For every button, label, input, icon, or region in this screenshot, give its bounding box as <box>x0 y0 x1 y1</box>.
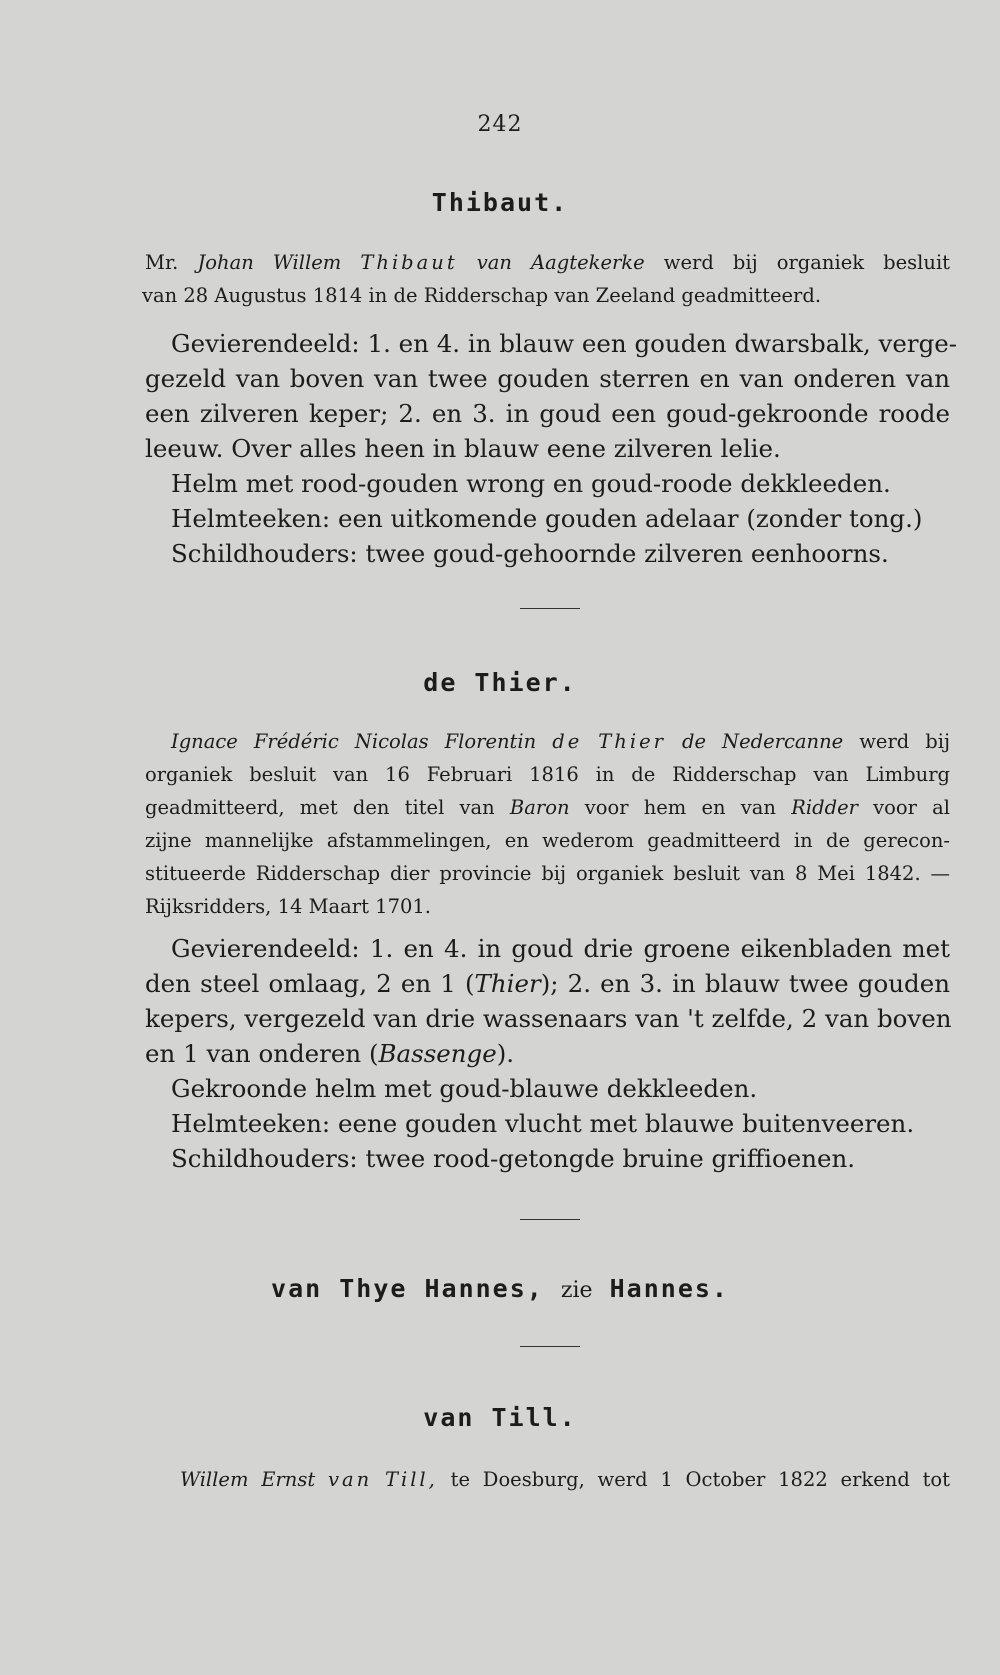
ref-thier: Thier <box>474 969 541 998</box>
thier-line-3: kepers, vergezeld van drie wassenaars van 't zelfde, 2 van boven <box>145 1004 952 1033</box>
text-segment: en 1 van onderen ( <box>145 1039 379 1068</box>
thibaut-line-6: Helmteeken: een uitkomende gouden adelaar (zonder tong.) <box>171 504 923 533</box>
thier-line-5: Gekroonde helm met goud-blauwe dekkleeden. <box>171 1074 758 1103</box>
thier-line-6: Helmteeken: eene gouden vlucht met blauwe buitenveeren. <box>171 1109 915 1138</box>
thier-line-4 <box>145 1036 950 1071</box>
text-segment: voor al <box>873 796 951 819</box>
heading-de-thier: de Thier. <box>423 668 577 697</box>
family-name: Till, <box>384 1468 438 1491</box>
thibaut-blazon <box>145 326 958 571</box>
thibaut-line-2: gezeld van boven van twee gouden sterren en van onderen van <box>145 364 950 393</box>
thibaut-line-7: Schildhouders: twee goud-gehoornde zilveren eenhoorns. <box>171 539 889 568</box>
text-segment: geadmitteerd, met den titel van <box>145 796 495 819</box>
thier-intro-line-6: Rijksridders, 14 Maart 1701. <box>145 895 431 918</box>
till-intro <box>180 1463 950 1496</box>
thier-line-1: Gevierendeeld: 1. en 4. in goud drie groene eikenbladen met <box>171 934 950 963</box>
thibaut-line-3: een zilveren keper; 2. en 3. in goud een goud-gekroonde roode <box>145 399 950 428</box>
till-intro-line-1 <box>180 1463 950 1496</box>
page-number: 242 <box>477 112 523 137</box>
thier-line-2 <box>145 966 950 1001</box>
thibaut-intro <box>142 246 951 312</box>
particle: de <box>552 730 583 753</box>
place-name: de Nedercanne <box>681 730 844 753</box>
given-names: Willem Ernst <box>180 1468 316 1491</box>
intro-rest: te Doesburg, werd 1 October 1822 erkend tot <box>450 1468 950 1491</box>
heading-van-thye-hannes <box>0 1274 1000 1303</box>
thier-blazon <box>145 931 950 1176</box>
text-segment: ); 2. en 3. in blauw twee gouden <box>540 969 950 998</box>
heading-part: Hannes. <box>609 1274 729 1303</box>
thier-intro-line-3 <box>145 791 950 824</box>
thier-line-7: Schildhouders: twee rood-getongde bruine griffioenen. <box>171 1144 856 1173</box>
title-baron: Baron <box>509 796 570 819</box>
intro-rest: werd bij organiek besluit <box>663 251 951 274</box>
heading-thibaut: Thibaut. <box>431 188 569 217</box>
section-divider <box>520 1346 580 1347</box>
particle: van <box>327 1468 373 1491</box>
text-segment: ). <box>496 1039 515 1068</box>
section-divider <box>520 1219 580 1220</box>
thibaut-line-1: Gevierendeeld: 1. en 4. in blauw een gouden dwarsbalk, verge- <box>171 329 958 358</box>
thier-intro-line-2: organiek besluit van 16 Februari 1816 in de Ridderschap van Limburg <box>145 763 950 786</box>
thibaut-intro-line-2: van 28 Augustus 1814 in de Ridderschap van Zeeland geadmitteerd. <box>142 284 822 307</box>
text-segment: den steel omlaag, 2 en 1 ( <box>145 969 475 998</box>
heading-part: van Thye Hannes, <box>271 1274 544 1303</box>
family-name: Thibaut <box>360 251 458 274</box>
title-ridder: Ridder <box>791 796 858 819</box>
ref-bassenge: Bassenge <box>378 1039 497 1068</box>
text-segment: voor hem en van <box>584 796 776 819</box>
thier-intro <box>145 725 950 923</box>
thier-intro-line-5: stitueerde Ridderschap dier provincie bij organiek besluit van 8 Mei 1842. — <box>145 862 950 885</box>
given-names: Johan Willem <box>197 251 342 274</box>
thier-intro-line-4: zijne mannelijke afstammelingen, en wederom geadmitteerd in de gerecon- <box>145 829 950 852</box>
heading-van-till: van Till. <box>423 1403 577 1432</box>
see-reference: zie <box>560 1278 593 1303</box>
prefix: Mr. <box>145 251 179 274</box>
thier-intro-line-1 <box>145 725 950 758</box>
given-names: Ignace Frédéric Nicolas Florentin <box>171 730 537 753</box>
family-name: Thier <box>598 730 666 753</box>
place-name: van Aagtekerke <box>476 251 645 274</box>
intro-rest: werd bij <box>859 730 951 753</box>
section-divider <box>520 608 580 609</box>
thibaut-intro-line-1 <box>145 246 950 279</box>
thibaut-line-5: Helm met rood-gouden wrong en goud-roode dekkleeden. <box>171 469 891 498</box>
thibaut-line-4: leeuw. Over alles heen in blauw eene zilveren lelie. <box>145 434 781 463</box>
